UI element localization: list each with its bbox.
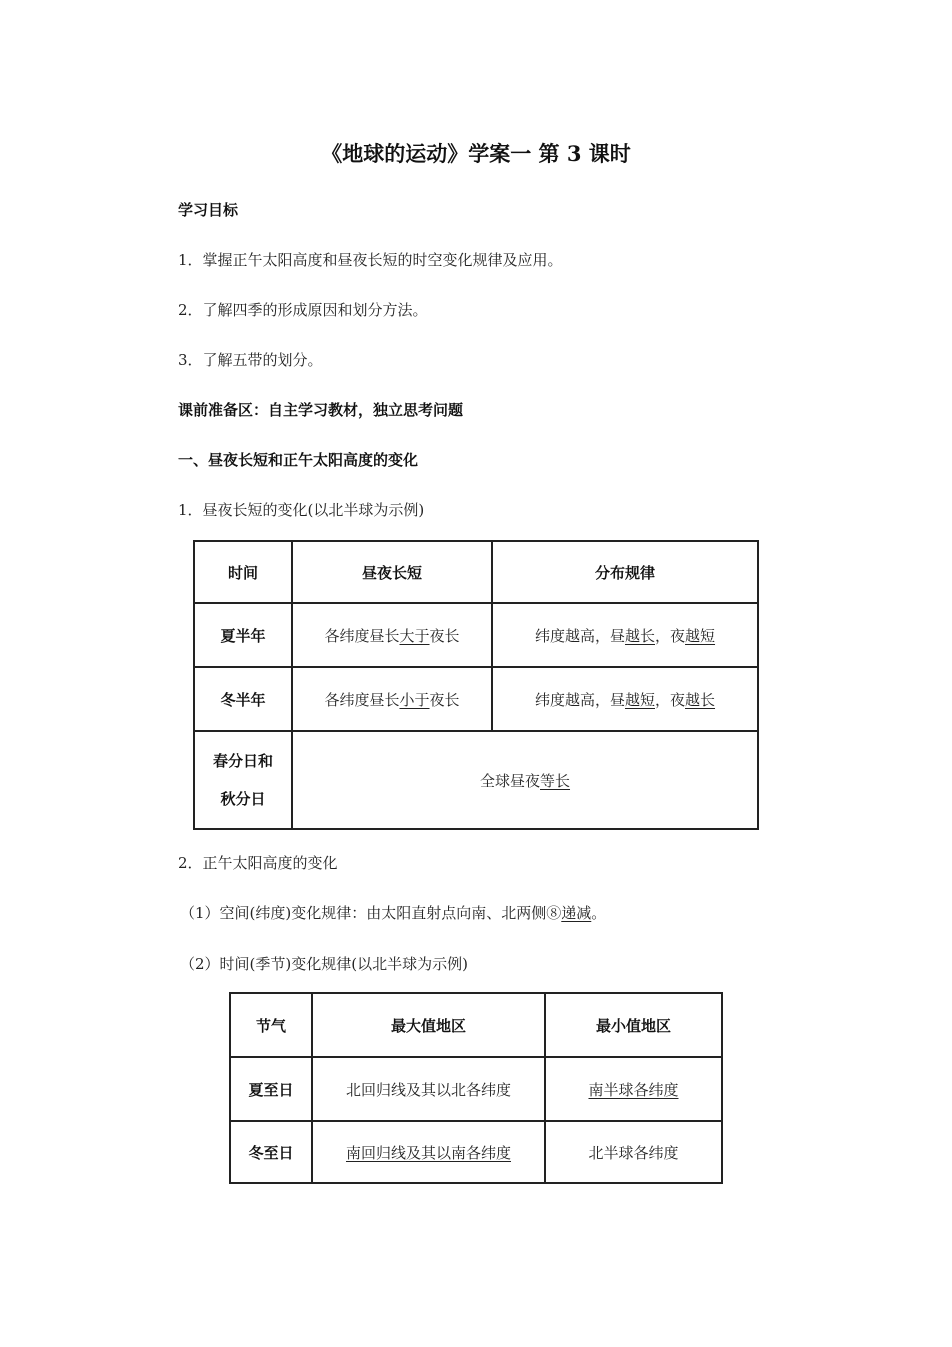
row-label: 冬半年: [194, 667, 292, 731]
objective-item: 1．掌握正午太阳高度和昼夜长短的时空变化规律及应用。: [178, 251, 563, 269]
table-header: 节气: [230, 993, 312, 1057]
answer-blank: 南回归线及其以南各纬度: [345, 1143, 511, 1162]
answer-blank: 等长: [540, 771, 571, 790]
table-header: 昼夜长短: [292, 541, 492, 603]
table-row: [194, 667, 758, 731]
table-row: [194, 603, 758, 667]
objective-item: 3．了解五带的划分。: [178, 351, 323, 369]
table-row: [194, 731, 758, 829]
subsection-sun-altitude: 2．正午太阳高度的变化: [178, 854, 338, 872]
max-region-cell: [312, 1121, 545, 1183]
table-row: [230, 1121, 722, 1183]
subsection-day-length: 1．昼夜长短的变化(以北半球为示例): [178, 501, 425, 519]
section-heading: 一、昼夜长短和正午太阳高度的变化: [178, 451, 419, 469]
equinox-cell: 全球昼夜等长: [292, 731, 758, 829]
day-length-cell: 各纬度昼长小于夜长: [292, 667, 492, 731]
row-label: 冬至日: [230, 1121, 312, 1183]
time-rule: （2）时间(季节)变化规律(以北半球为示例): [180, 955, 468, 973]
answer-blank: 递减: [561, 904, 592, 922]
answer-blank: 南半球各纬度: [588, 1080, 679, 1099]
distribution-cell: 纬度越高，昼越长，夜越短: [492, 603, 758, 667]
min-region-cell: [545, 1057, 722, 1121]
max-region-cell: 北回归线及其以北各纬度: [312, 1057, 545, 1121]
day-length-cell: 各纬度昼长大于夜长: [292, 603, 492, 667]
answer-blank: 大于: [399, 626, 430, 645]
prep-heading: 课前准备区：自主学习教材，独立思考问题: [178, 401, 464, 419]
objective-item: 2．了解四季的形成原因和划分方法。: [178, 301, 428, 319]
min-region-cell: 北半球各纬度: [545, 1121, 722, 1183]
answer-blank: 越短: [685, 626, 716, 645]
row-label: 夏至日: [230, 1057, 312, 1121]
objectives-heading: 学习目标: [178, 201, 239, 219]
sun-altitude-table: [229, 992, 723, 1184]
answer-blank: 越长: [685, 690, 716, 709]
row-label: 夏半年: [194, 603, 292, 667]
answer-blank: 越长: [624, 626, 655, 645]
space-rule: （1）空间(纬度)变化规律：由太阳直射点向南、北两侧⑧递减。: [180, 904, 607, 922]
distribution-cell: 纬度越高，昼越短，夜越长: [492, 667, 758, 731]
page-title: 《地球的运动》学案一 第 3 课时: [321, 141, 631, 166]
table-header: 分布规律: [492, 541, 758, 603]
day-length-table: [193, 540, 759, 830]
table-header: 时间: [194, 541, 292, 603]
answer-blank: 小于: [399, 690, 430, 709]
table-row: [230, 1057, 722, 1121]
table-header: 最大值地区: [312, 993, 545, 1057]
answer-blank: 越短: [624, 690, 655, 709]
table-header: 最小值地区: [545, 993, 722, 1057]
row-label: 春分日和 秋分日: [194, 731, 292, 829]
